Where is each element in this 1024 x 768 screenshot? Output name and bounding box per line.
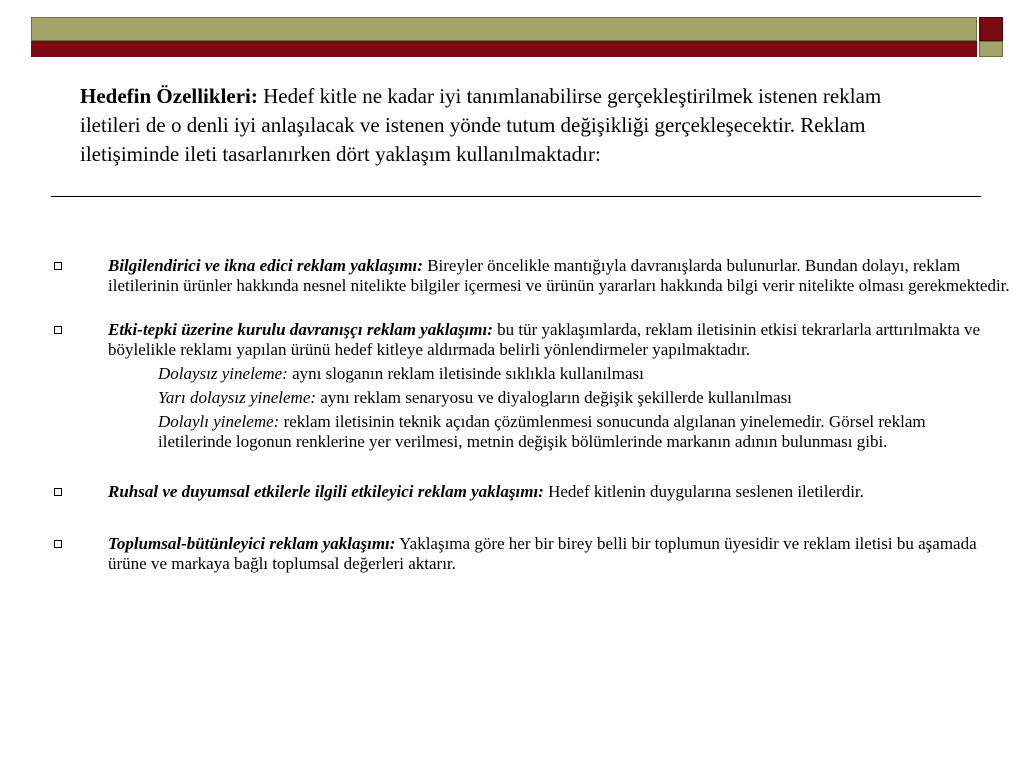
corner-square-olive bbox=[979, 41, 1003, 57]
subitem-direct-repetition bbox=[0, 364, 1024, 384]
title-text: Hedef kitle ne kadar iyi tanımlanabilirse gerçekleştirilmek istenen reklam iletileri de o denli iyi anlaşılacak ve istenen yönde tutum değişikliği gerçekleşecektir. Reklam iletişiminde ileti tasarlanırken dört yaklaşım kullanılmaktadır: bbox=[80, 84, 882, 166]
bullet-heading: Ruhsal ve duyumsal etkilerle ilgili etkileyici reklam yaklaşımı: bbox=[108, 482, 544, 501]
header-bar-olive bbox=[31, 17, 977, 41]
title-label: Hedefin Özellikleri: bbox=[80, 84, 258, 108]
bullet-list bbox=[0, 256, 1024, 574]
subitem-label: Dolaysız yineleme: bbox=[158, 364, 288, 383]
bullet-item-emotional bbox=[0, 482, 1024, 502]
bullet-heading: Bilgilendirici ve ikna edici reklam yaklaşımı: bbox=[108, 256, 423, 275]
slide-title bbox=[80, 82, 940, 169]
subitem-label: Yarı dolaysız yineleme: bbox=[158, 388, 317, 407]
bullet-text: Bireyler öncelikle mantığıyla davranışlarda bulunurlar. Bundan dolayı, reklam iletilerinin ürünler hakkında nesnel nitelikte bilgiler içermesi ve ürünün yararları hakkında bilgi verir nitelikte olması gerekmektedir. bbox=[108, 256, 1010, 295]
bullet-item-informative bbox=[0, 256, 1024, 296]
bullet-text: Yaklaşıma göre her bir birey belli bir toplumun üyesidir ve reklam iletisi bu aşamada ürüne ve markaya bağlı toplumsal değerleri aktarır. bbox=[108, 534, 977, 573]
square-bullet-icon bbox=[54, 488, 62, 496]
subitem-text: aynı reklam senaryosu ve diyalogların değişik şekillerde kullanılması bbox=[320, 388, 792, 407]
header-bar-red bbox=[31, 41, 977, 57]
bullet-item-social bbox=[0, 534, 1024, 574]
square-bullet-icon bbox=[54, 262, 62, 270]
title-divider bbox=[51, 196, 981, 197]
bullet-text: bu tür yaklaşımlarda, reklam iletisinin etkisi tekrarlarla arttırılmakta ve böylelikle reklamı yapılan ürünü hedef kitleye aldırmada belirli yönlendirmeler yapılmaktadır. bbox=[108, 320, 981, 359]
bullet-heading: Etki-tepki üzerine kurulu davranışçı reklam yaklaşımı: bbox=[108, 320, 493, 339]
bullet-item-behavioral bbox=[0, 320, 1024, 360]
square-bullet-icon bbox=[54, 326, 62, 334]
bullet-text: Hedef kitlenin duygularına seslenen iletilerdir. bbox=[548, 482, 864, 501]
subitem-text: reklam iletisinin teknik açıdan çözümlenmesi sonucunda algılanan yinelemedir. Görsel reklam iletilerinde logonun renklerine yer verilmesi, metnin değişik bölümlerinde markanın adının bulunması gibi. bbox=[158, 412, 926, 451]
subitem-indirect-repetition bbox=[0, 412, 1024, 452]
square-bullet-icon bbox=[54, 540, 62, 548]
subitem-text: aynı sloganın reklam iletisinde sıklıkla kullanılması bbox=[292, 364, 644, 383]
subitem-semi-direct-repetition bbox=[0, 388, 1024, 408]
subitem-label: Dolaylı yineleme: bbox=[158, 412, 280, 431]
bullet-heading: Toplumsal-bütünleyici reklam yaklaşımı: bbox=[108, 534, 396, 553]
corner-square-red bbox=[979, 17, 1003, 41]
